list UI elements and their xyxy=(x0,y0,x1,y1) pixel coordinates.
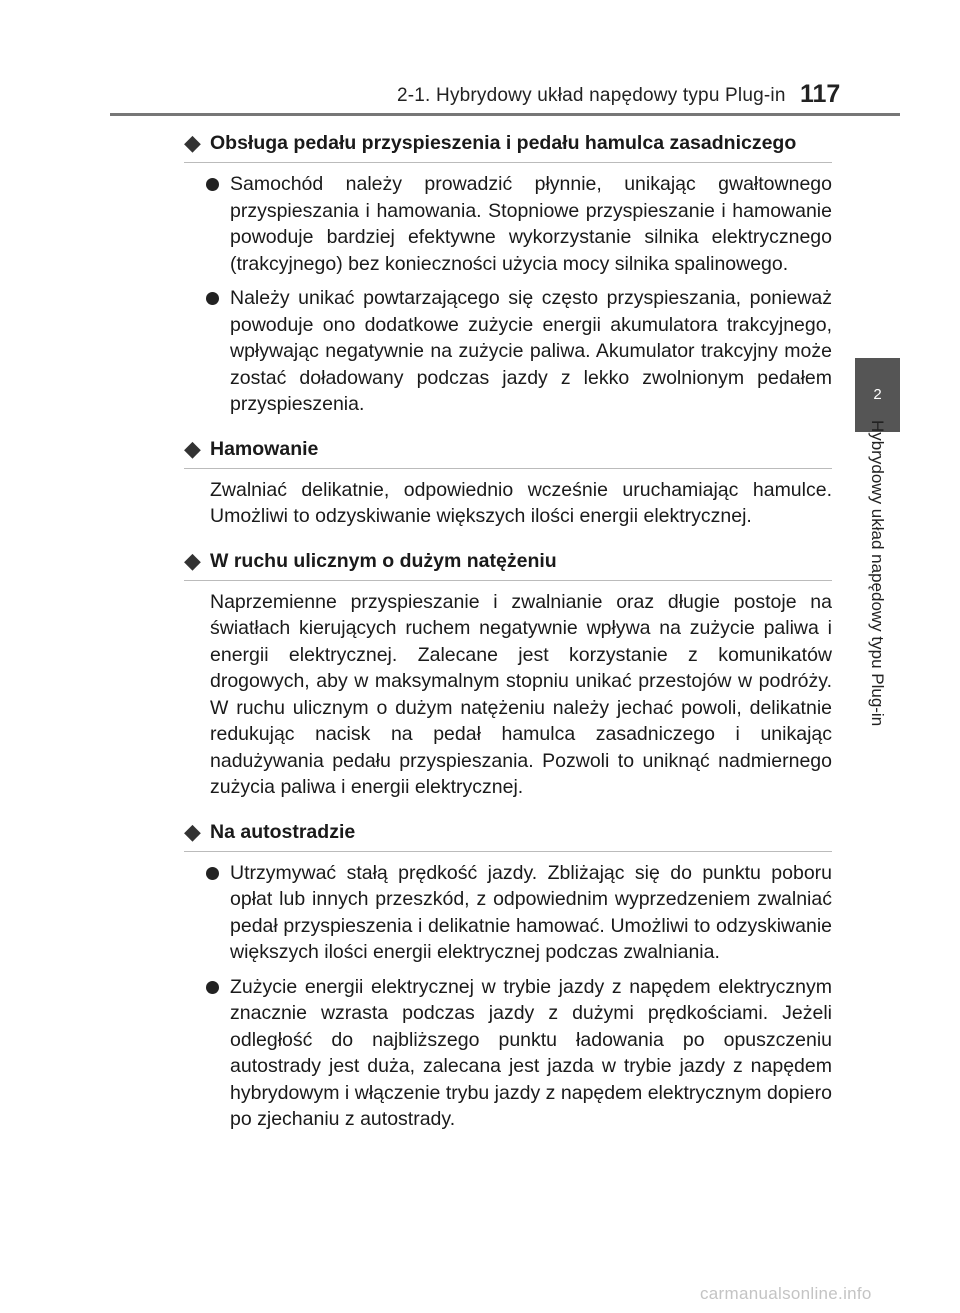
bullet-text: Utrzymywać stałą prędkość jazdy. Zbliżając się do punktu poboru opłat lub innych przeszkód, z odpowiednim wyprzedzeniem zwalniać pedał przyspieszenia i delikatnie hamować. Umożliwi to odzyskiwanie większych ilości energii elektrycznej podczas zwalniania. xyxy=(230,861,832,963)
page-content xyxy=(184,130,832,1141)
round-bullet-icon xyxy=(206,292,219,305)
bullet-item xyxy=(184,860,832,966)
section-heading-text: W ruchu ulicznym o dużym natężeniu xyxy=(210,549,557,572)
paragraph: Naprzemienne przyspieszanie i zwalnianie oraz długie postoje na światłach kierujących ruchem negatywnie wpływa na zużycie paliwa i energii elektrycznej. Zalecane jest korzystanie z komunikatów drogowych, aby w maksymalnym stopniu unikać przestojów w podróży. W ruchu ulicznym o dużym natężeniu należy jechać powoli, delikatnie redukując nacisk na pedał hamulca zasadniczego i unikając nadużywania pedału przyspieszania. Pozwoli to uniknąć nadmiernego zużycia paliwa i energii elektrycznej. xyxy=(210,590,832,798)
section-heading xyxy=(184,436,832,469)
bullet-text: Samochód należy prowadzić płynnie, unikając gwałtownego przyspieszania i hamowania. Stopniowe przyspieszanie i hamowanie powoduje bardziej efektywne wykorzystanie silnika elektrycznego (trakcyjnego) bez konieczności użycia mocy silnika spalinowego. xyxy=(230,173,832,275)
diamond-bullet-icon: ◆ xyxy=(184,130,201,155)
round-bullet-icon xyxy=(206,178,219,191)
page-header xyxy=(0,0,900,118)
section-heading xyxy=(184,130,832,163)
section-heading xyxy=(184,548,832,581)
page-number: 117 xyxy=(800,80,841,108)
round-bullet-icon xyxy=(206,867,219,880)
section-heading xyxy=(184,819,832,852)
bullet-item xyxy=(184,171,832,277)
section-heading-text: Hamowanie xyxy=(210,437,319,460)
header-divider xyxy=(110,113,900,116)
section-heading-text: Na autostradzie xyxy=(210,820,356,843)
round-bullet-icon xyxy=(206,981,219,994)
bullet-text: Zużycie energii elektrycznej w trybie jazdy z napędem elektrycznym znacznie wzrasta podczas jazdy z dużymi prędkościami. Jeżeli odległość do najbliższego punktu ładowania po opuszczeniu autostrady jest duża, zalecana jest jazda w trybie jazdy z napędem hybrydowym i włączenie trybu jazdy z napędem elektrycznym dopiero po zjechaniu z autostrady. xyxy=(230,975,832,1130)
diamond-bullet-icon: ◆ xyxy=(184,547,201,573)
site-watermark: carmanualsonline.info xyxy=(700,1284,872,1303)
section-title: 2-1. Hybrydowy układ napędowy typu Plug-in xyxy=(397,85,786,106)
bullet-item xyxy=(184,974,832,1133)
paragraph: Zwalniać delikatnie, odpowiednio wcześnie uruchamiając hamulce. Umożliwi to odzyskiwanie większych ilości energii elektrycznej. xyxy=(210,478,832,527)
bullet-text: Należy unikać powtarzającego się często przyspieszania, ponieważ powoduje ono dodatkowe zużycie energii akumulatora trakcyjnego, wpływając negatywnie na zużycie paliwa. Akumulator trakcyjny może zostać doładowany podczas jazdy z lekko zwolnionym pedałem przyspieszenia. xyxy=(230,287,832,415)
diamond-bullet-icon: ◆ xyxy=(184,818,201,844)
section-heading-text: Obsługa pedału przyspieszenia i pedału hamulca zasadniczego xyxy=(210,132,797,154)
diamond-bullet-icon: ◆ xyxy=(184,435,201,461)
chapter-tab: 2 xyxy=(855,358,900,432)
chapter-side-label-text: Hybrydowy układ napędowy typu Plug-in xyxy=(868,420,887,727)
bullet-item xyxy=(184,285,832,418)
